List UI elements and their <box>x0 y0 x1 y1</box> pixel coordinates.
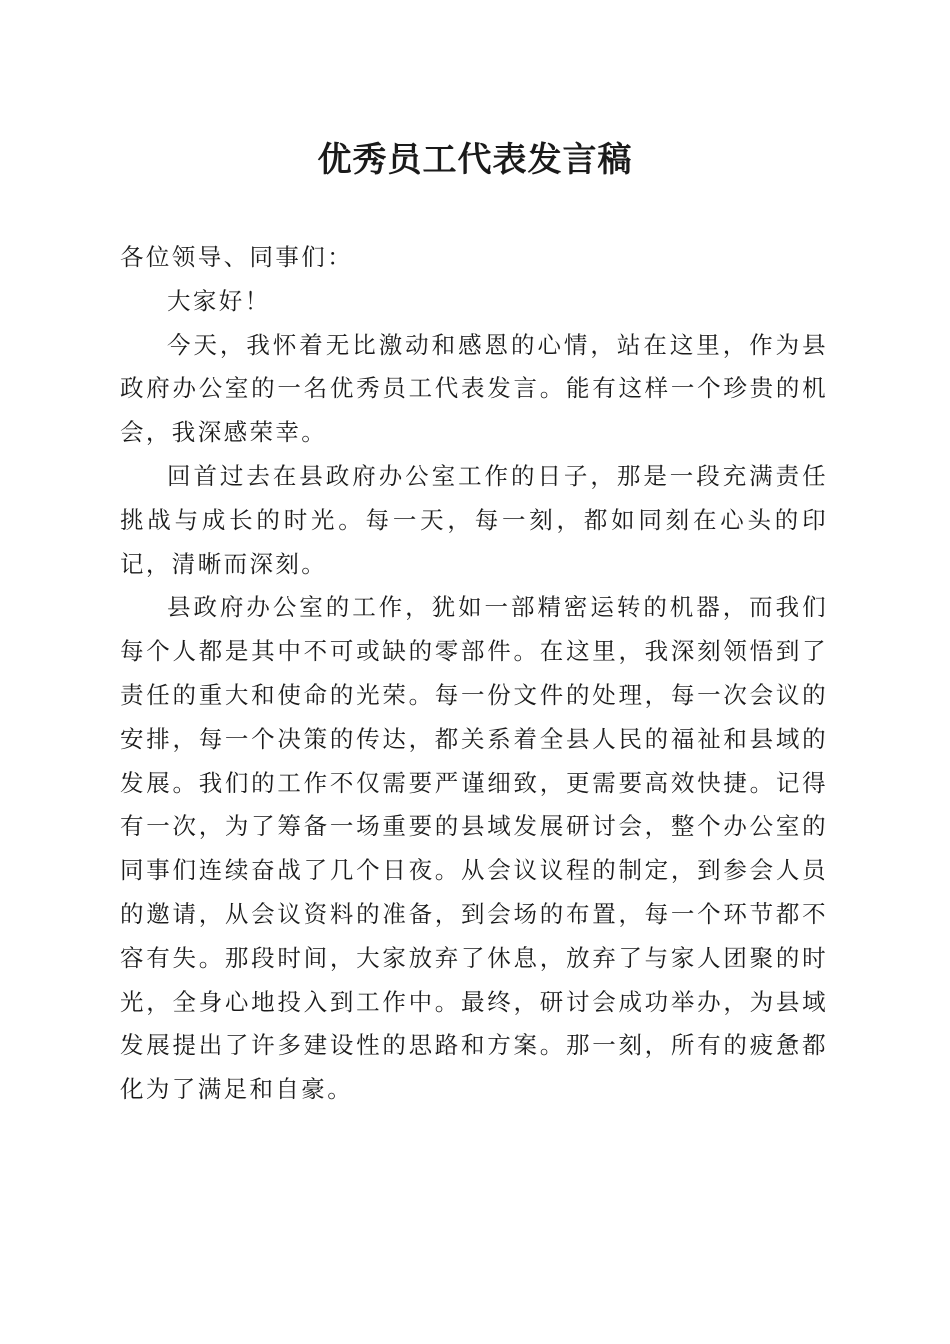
salutation: 各位领导、同事们： <box>120 243 354 271</box>
paragraph: 县政府办公室的工作，犹如一部精密运转的机器，而我们每个人都是其中不可或缺的零部件。在这里，我深刻领悟到了责任的重大和使命的光荣。每一份文件的处理，每一次会议的安排，每一个决策的传达，都关系着全县人民的福祉和县域的发展。我们的工作不仅需要严谨细致，更需要高效快捷。记得有一次，为了筹备一场重要的县域发展研讨会，整个办公室的同事们连续奋战了几个日夜。从会议议程的制定，到参会人员的邀请，从会议资料的准备，到会场的布置，每一个环节都不容有失。那段时间，大家放弃了休息，放弃了与家人团聚的时光，全身心地投入到工作中。最终，研讨会成功举办，为县域发展提出了许多建设性的思路和方案。那一刻，所有的疲惫都化为了满足和自豪。 <box>120 593 828 1104</box>
paragraph: 今天，我怀着无比激动和感恩的心情，站在这里，作为县政府办公室的一名优秀员工代表发言。能有这样一个珍贵的机会，我深感荣幸。 <box>120 330 828 447</box>
document-body <box>120 236 828 1112</box>
greeting: 大家好！ <box>167 286 271 315</box>
paragraph: 回首过去在县政府办公室工作的日子，那是一段充满责任挑战与成长的时光。每一天，每一刻，都如同刻在心头的印记，清晰而深刻。 <box>120 461 828 578</box>
document-title: 优秀员工代表发言稿 <box>317 140 633 180</box>
